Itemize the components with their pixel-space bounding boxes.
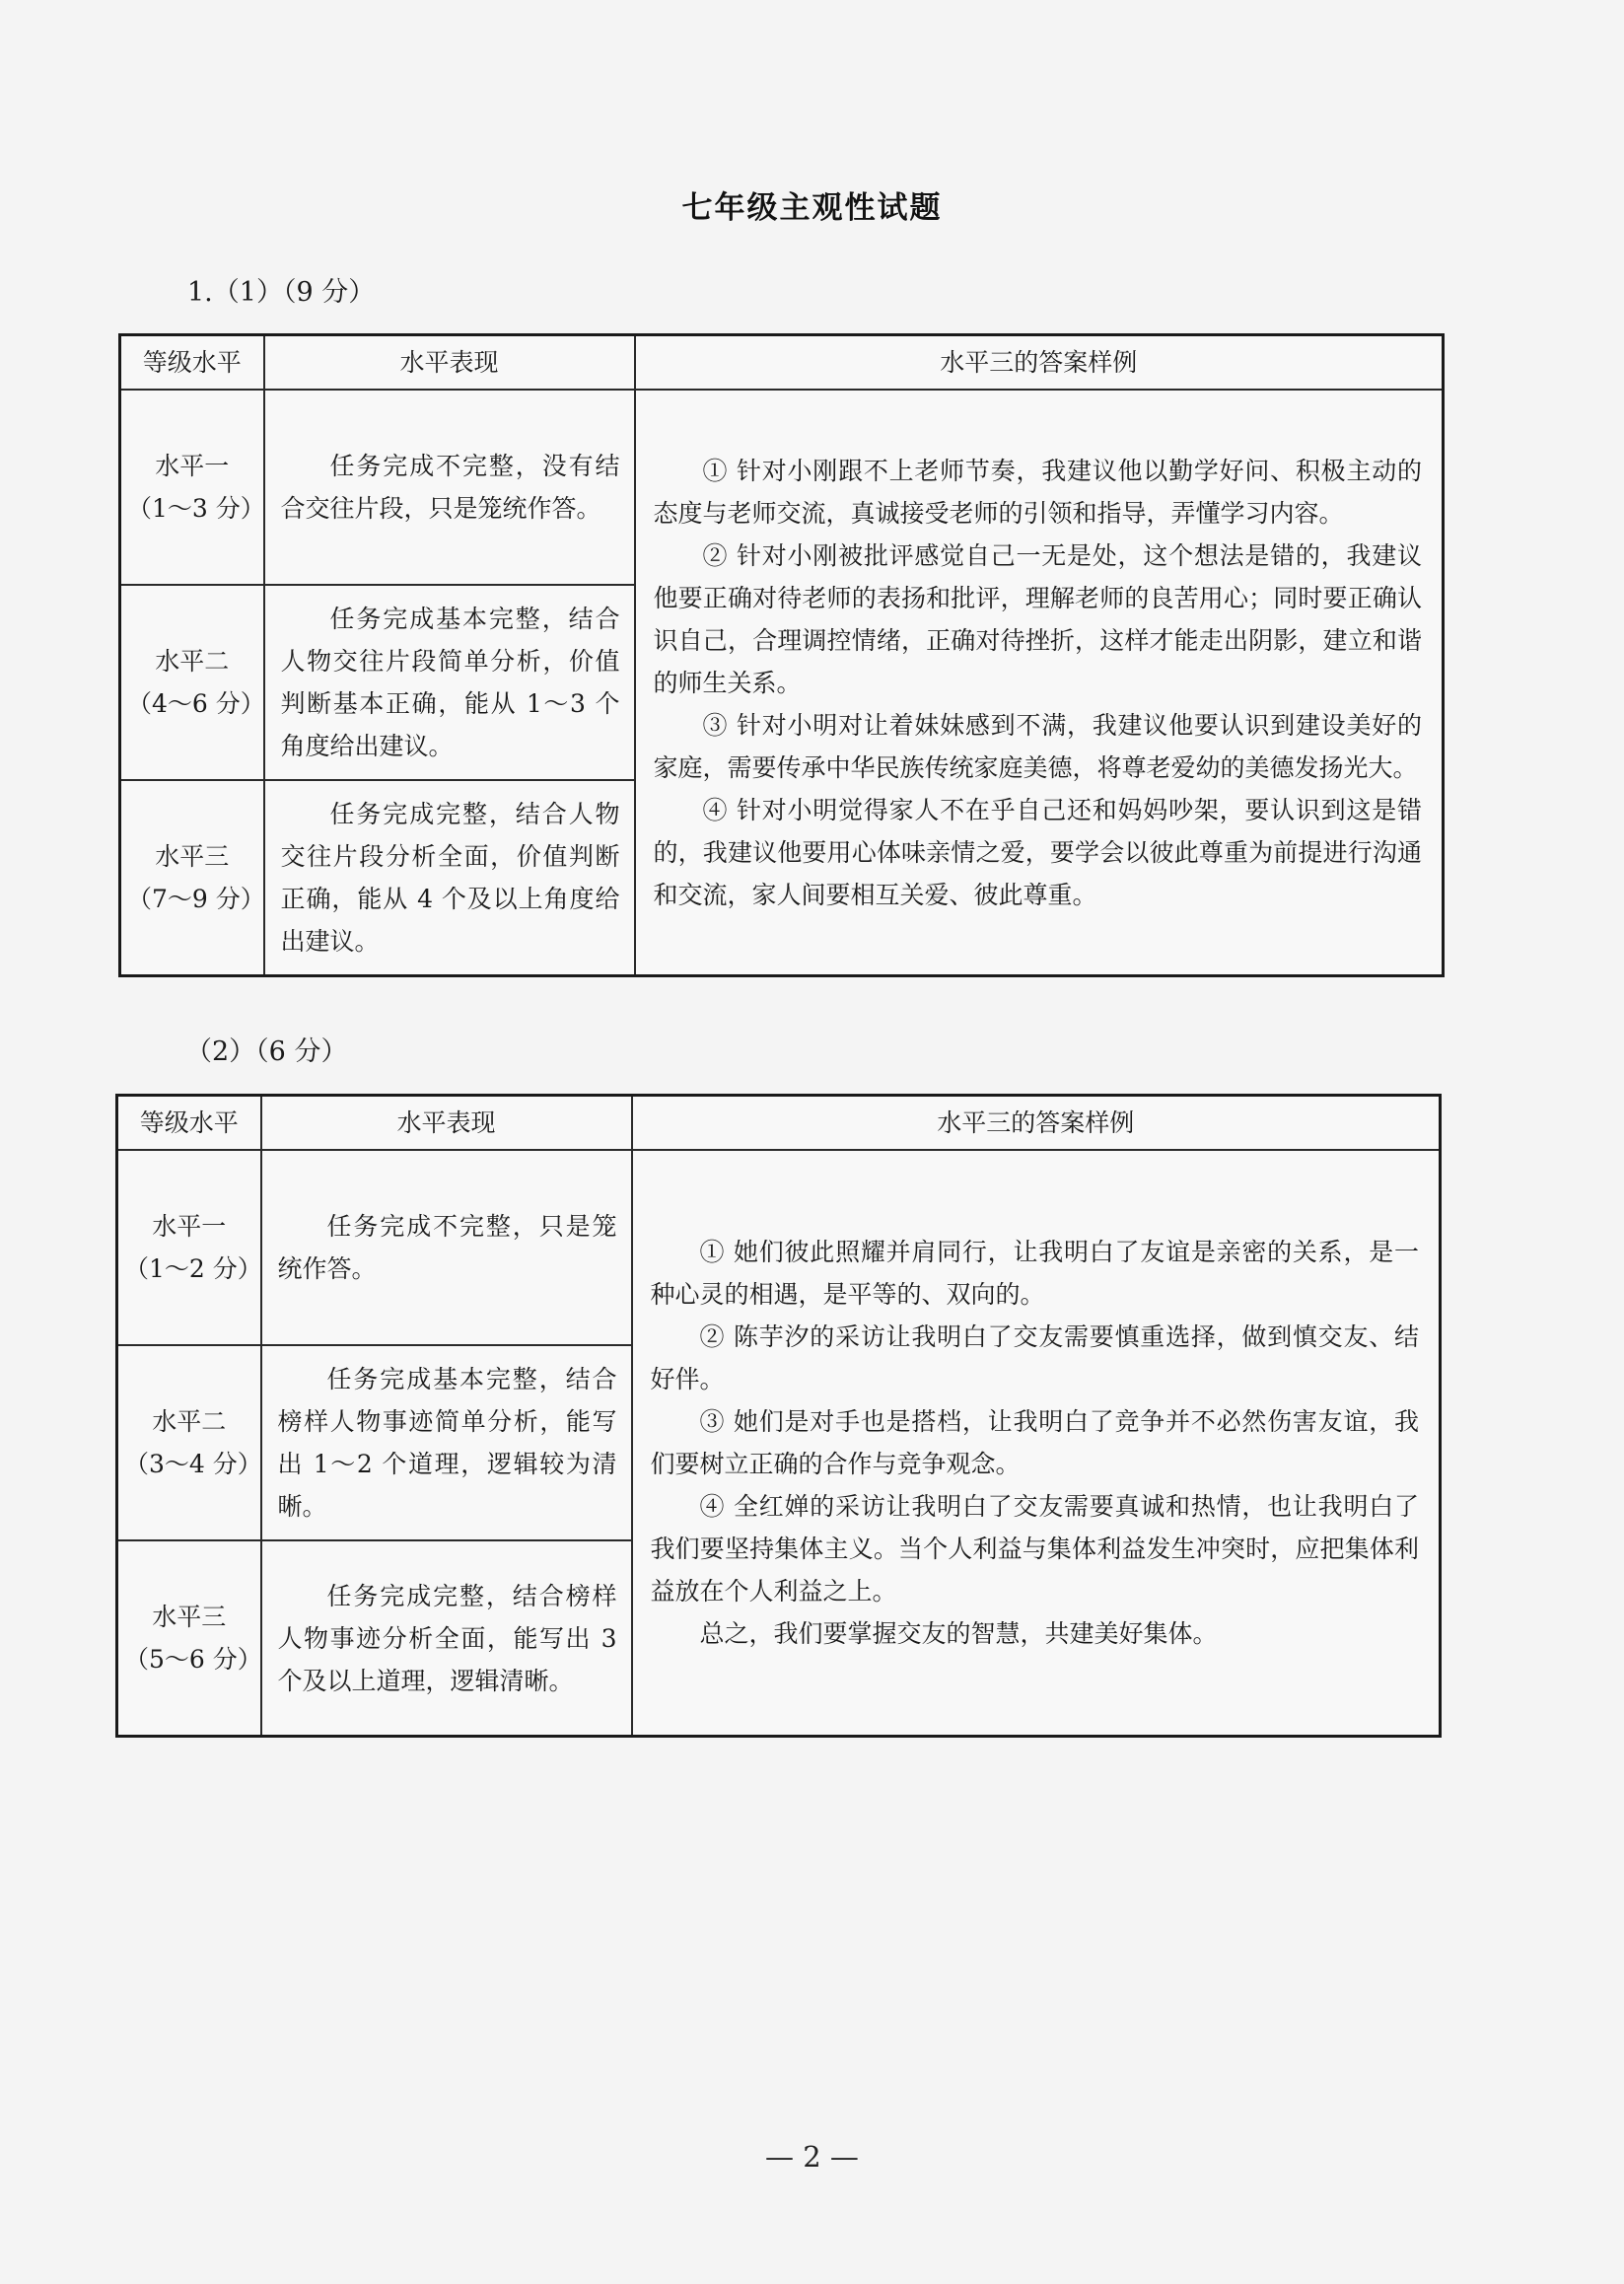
level-score: （3～4 分） (124, 1450, 262, 1478)
performance-cell: 任务完成基本完整，结合人物交往片段简单分析，价值判断基本正确，能从 1～3 个角度给出建议。 (264, 585, 635, 780)
page-title: 七年级主观性试题 (681, 190, 943, 226)
level-cell (117, 1150, 261, 1345)
answer-paragraph: ③ 针对小明对让着妹妹感到不满，我建议他要认识到建设美好的家庭，需要传承中华民族传统家庭美德，将尊老爱幼的美德发扬光大。 (653, 710, 1422, 782)
answer-paragraph: ② 针对小刚被批评感觉自己一无是处，这个想法是错的，我建议他要正确对待老师的表扬和批评，理解老师的良苦用心；同时要正确认识自己，合理调控情绪，正确对待挫折，这样才能走出阴影，建立和谐的师生关系。 (653, 540, 1422, 697)
answer-paragraph: ④ 全红婵的采访让我明白了交友需要真诚和热情，也让我明白了我们要坚持集体主义。当个人利益与集体利益发生冲突时，应把集体利益放在个人利益之上。 (650, 1492, 1419, 1606)
header-level: 等级水平 (120, 335, 264, 391)
answer-paragraph: ④ 针对小明觉得家人不在乎自己还和妈妈吵架，要认识到这是错的，我建议他要用心体味亲情之爱，要学会以彼此尊重为前提进行沟通和交流，家人间要相互关爱、彼此尊重。 (653, 795, 1422, 909)
question-1-label: 1.（1）（9 分） (187, 277, 376, 308)
performance-cell: 任务完成基本完整，结合榜样人物事迹简单分析，能写出 1～2 个道理，逻辑较为清晰。 (261, 1345, 632, 1540)
header-performance: 水平表现 (261, 1096, 632, 1151)
level-name: 水平一 (152, 1212, 227, 1241)
question-2-rubric-table (115, 1094, 1442, 1738)
level-score: （1～2 分） (124, 1254, 262, 1283)
table-row (120, 390, 1444, 585)
answer-paragraph: ① 针对小刚跟不上老师节奏，我建议他以勤学好问、积极主动的态度与老师交流，真诚接受老师的引领和指导，弄懂学习内容。 (653, 456, 1422, 528)
level-cell (120, 780, 264, 976)
header-sample-answer: 水平三的答案样例 (635, 335, 1444, 391)
answer-paragraph: ① 她们彼此照耀并肩同行，让我明白了友谊是亲密的关系，是一种心灵的相遇，是平等的、双向的。 (650, 1238, 1419, 1309)
level-name: 水平一 (155, 452, 230, 480)
question-1-rubric-table (118, 333, 1445, 977)
header-performance: 水平表现 (264, 335, 635, 391)
level-cell (117, 1345, 261, 1540)
answer-paragraph: ③ 她们是对手也是搭档，让我明白了竞争并不必然伤害友谊，我们要树立正确的合作与竞争观念。 (650, 1407, 1419, 1478)
page-number: — 2 — (765, 2140, 859, 2174)
level-name: 水平二 (152, 1407, 227, 1436)
header-level: 等级水平 (117, 1096, 261, 1151)
performance-cell: 任务完成不完整，没有结合交往片段，只是笼统作答。 (264, 390, 635, 585)
sample-answer-cell (635, 390, 1444, 976)
table-header-row (117, 1096, 1441, 1151)
question-2-label: （2）（6 分） (185, 1036, 348, 1067)
level-cell (120, 390, 264, 585)
level-score: （7～9 分） (127, 885, 265, 913)
header-sample-answer: 水平三的答案样例 (632, 1096, 1441, 1151)
answer-paragraph: ② 陈芋汐的采访让我明白了交友需要慎重选择，做到慎交友、结好伴。 (650, 1322, 1419, 1393)
performance-cell: 任务完成不完整，只是笼统作答。 (261, 1150, 632, 1345)
level-score: （5～6 分） (124, 1645, 262, 1674)
sample-answer-cell (632, 1150, 1441, 1737)
answer-paragraph: 总之，我们要掌握交友的智慧，共建美好集体。 (699, 1619, 1218, 1648)
level-name: 水平三 (155, 842, 230, 871)
table-row (117, 1150, 1441, 1345)
level-name: 水平三 (152, 1603, 227, 1631)
level-score: （1～3 分） (127, 494, 265, 523)
level-cell (117, 1540, 261, 1737)
table-header-row (120, 335, 1444, 391)
performance-cell: 任务完成完整，结合榜样人物事迹分析全面，能写出 3 个及以上道理，逻辑清晰。 (261, 1540, 632, 1737)
level-cell (120, 585, 264, 780)
performance-cell: 任务完成完整，结合人物交往片段分析全面，价值判断正确，能从 4 个及以上角度给出建议。 (264, 780, 635, 976)
level-name: 水平二 (155, 647, 230, 676)
level-score: （4～6 分） (127, 689, 265, 718)
